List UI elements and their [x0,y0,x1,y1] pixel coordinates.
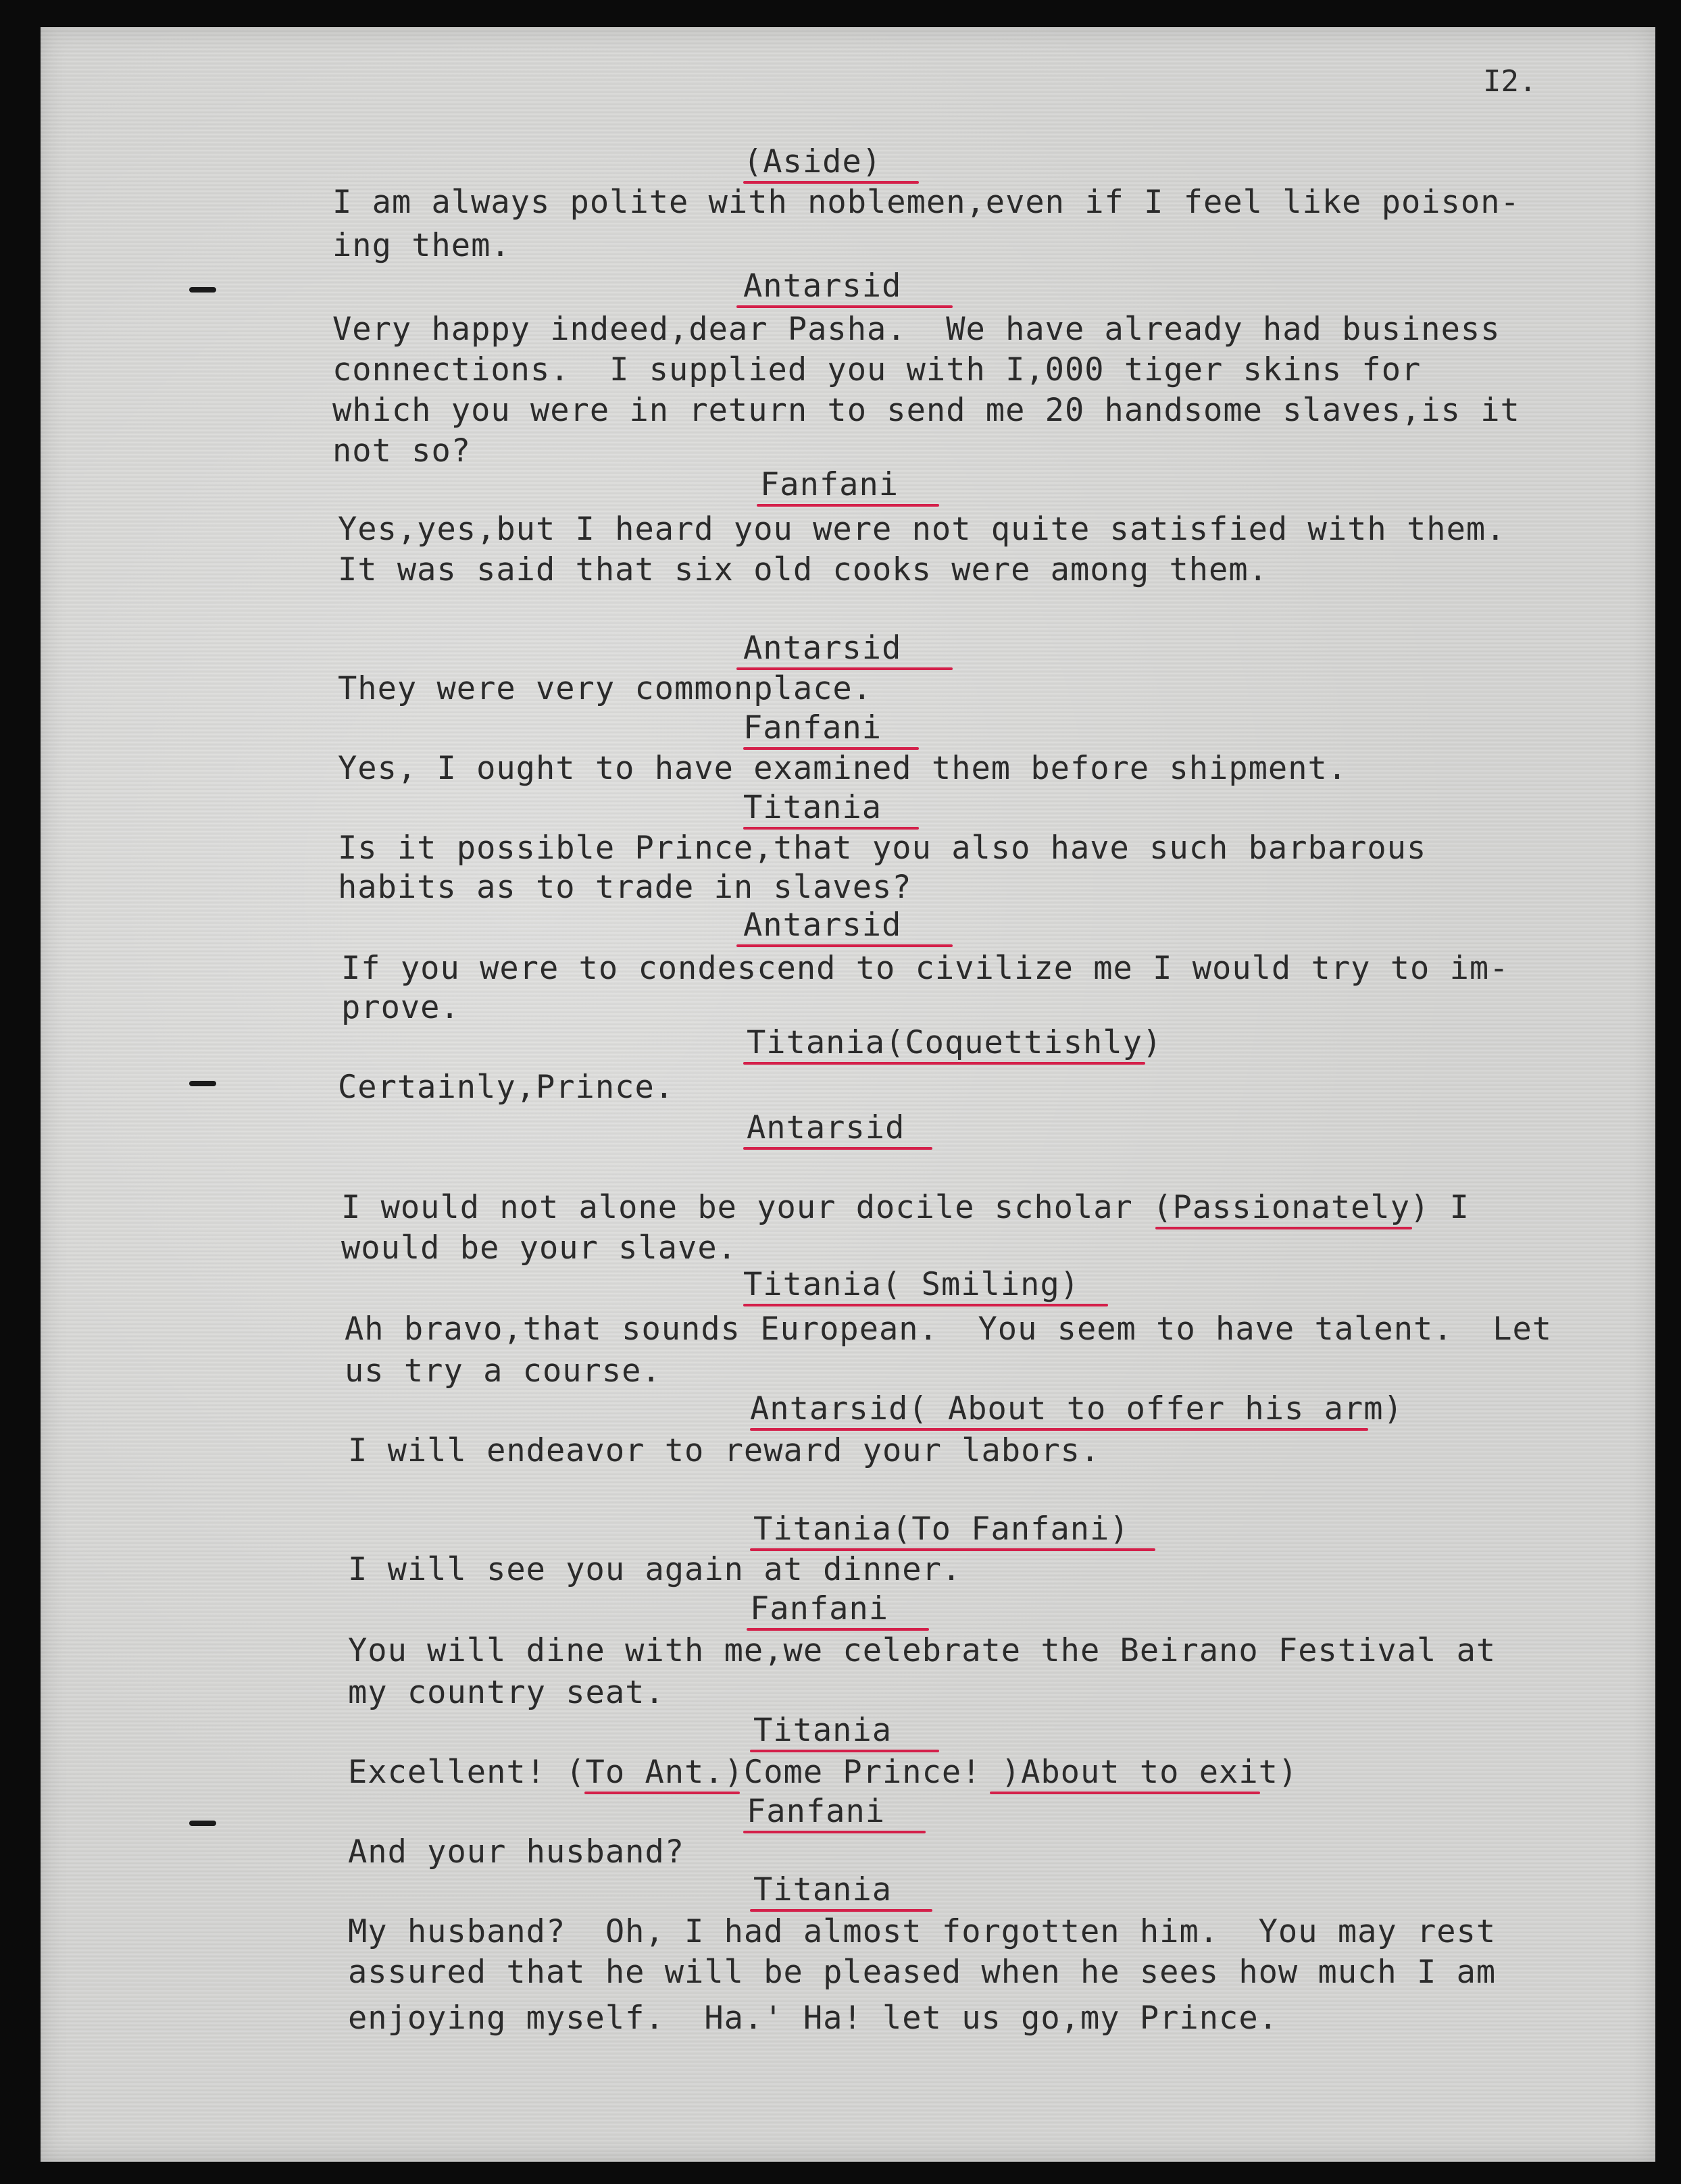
direction-underline [1155,1227,1412,1229]
direction-underline [990,1792,1260,1794]
speaker-label: Titania [743,789,882,826]
dialogue-line: connections. I supplied you with I,000 tiger skins for [332,351,1422,388]
speaker-label: Titania( Smiling) [743,1266,1080,1303]
dialogue-line: I would not alone be your docile scholar (Passionately) I [341,1189,1470,1226]
speaker-label: Fanfani [743,709,882,746]
speaker-underline [743,1304,1108,1306]
dialogue-line: would be your slave. [341,1229,737,1267]
speaker-label: Titania [753,1712,893,1749]
speaker-underline [736,305,953,308]
dialogue-line: It was said that six old cooks were among them. [338,551,1268,588]
dialogue-line: us try a course. [345,1352,661,1390]
dialogue-line: Yes, I ought to have examined them before shipment. [338,750,1348,787]
speaker-label: Titania(Coquettishly) [747,1024,1163,1061]
speaker-label: Titania(To Fanfani) [753,1510,1130,1548]
dialogue-line: Excellent! (To Ant.)Come Prince! )About to exit) [348,1754,1299,1791]
dialogue-line: I will endeavor to reward your labors. [348,1432,1101,1469]
speaker-underline [750,1909,932,1912]
dialogue-line: Certainly,Prince. [338,1069,675,1106]
dialogue-line: habits as to trade in slaves? [338,869,912,906]
speaker-underline [743,1062,1145,1065]
dialogue-line: enjoying myself. Ha.' Ha! let us go,my Prince. [348,2000,1278,2037]
speaker-label: Fanfani [750,1590,889,1627]
speaker-label: Antarsid [743,268,902,305]
dialogue-line: not so? [332,432,472,469]
dialogue-line: And your husband? [348,1833,685,1871]
direction-underline [584,1792,740,1794]
dialogue-line: prove. [341,989,460,1026]
speaker-underline [743,1831,926,1833]
speaker-underline [757,504,939,507]
typescript-page [41,27,1655,2162]
dialogue-line: Very happy indeed,dear Pasha. We have already had business [332,311,1501,348]
binder-punch-mark [189,1821,216,1826]
dialogue-line: I will see you again at dinner. [348,1551,962,1588]
dialogue-line: ing them. [332,227,511,264]
speaker-label: Antarsid [747,1109,905,1146]
dialogue-line: assured that he will be pleased when he sees how much I am [348,1954,1497,1991]
speaker-label: Antarsid [743,630,902,667]
speaker-underline [743,1147,932,1150]
dialogue-line: My husband? Oh, I had almost forgotten him. You may rest [348,1913,1497,1950]
speaker-label: Antarsid [743,907,902,944]
dialogue-line: Ah bravo,that sounds European. You seem to have talent. Let [345,1311,1553,1348]
speaker-label: Fanfani [747,1793,886,1830]
speaker-underline [747,1628,929,1631]
speaker-label: Antarsid( About to offer his arm) [750,1390,1403,1427]
dialogue-line: Yes,yes,but I heard you were not quite satisfied with them. [338,511,1506,548]
binder-punch-mark [189,1081,216,1086]
dialogue-line: If you were to condescend to civilize me I would try to im- [341,950,1509,987]
dialogue-line: They were very commonplace. [338,670,873,707]
speaker-underline [736,944,953,947]
dialogue-line: I am always polite with noblemen,even if I feel like poison- [332,184,1520,221]
dialogue-line: Is it possible Prince,that you also have such barbarous [338,830,1427,867]
speaker-label: Fanfani [760,466,899,503]
dialogue-line: my country seat. [348,1674,665,1711]
page-number: I2. [1483,64,1537,99]
speaker-underline [750,1428,1368,1431]
binder-punch-mark [189,287,216,293]
speaker-label: (Aside) [743,143,882,180]
speaker-label: Titania [753,1871,893,1908]
dialogue-line: You will dine with me,we celebrate the Beirano Festival at [348,1632,1497,1669]
speaker-underline [750,1750,939,1752]
dialogue-line: which you were in return to send me 20 handsome slaves,is it [332,392,1520,429]
